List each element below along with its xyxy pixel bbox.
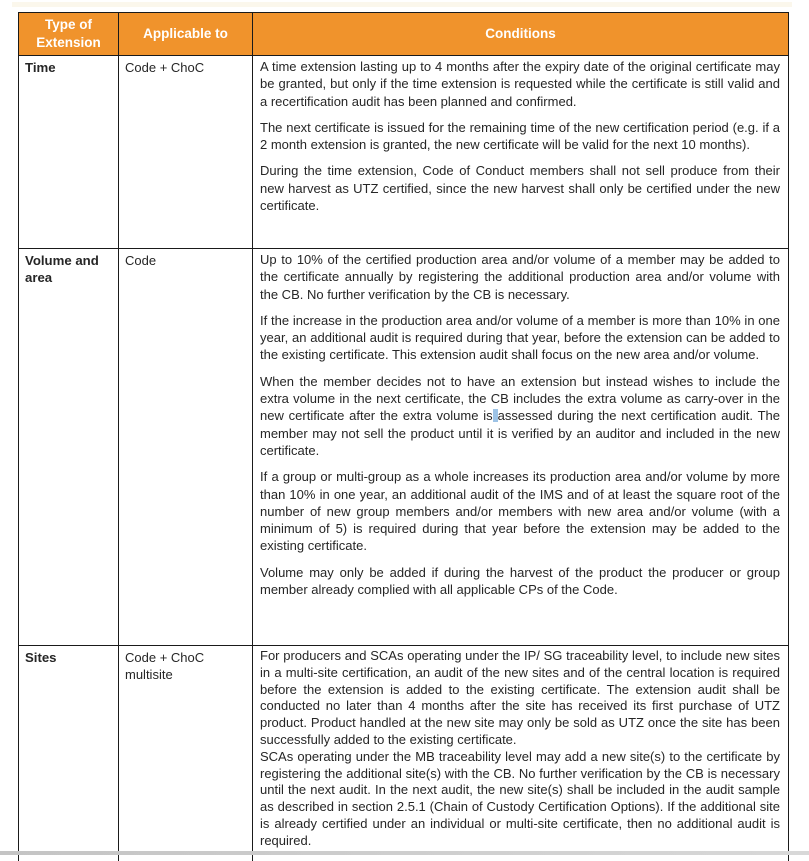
table-row-sites bbox=[19, 646, 789, 861]
cell-conditions[interactable] bbox=[253, 646, 789, 861]
condition-paragraph: During the time extension, Code of Conduct members shall not sell produce from their new harvest as UTZ certified, since the new harvest shall only be certified under the new certificate. bbox=[260, 163, 780, 214]
paragraph-text-after-selection: assessed during the next certification audit. The member may not sell the product until it is verified by an auditor and included in the new certificate. bbox=[260, 408, 780, 458]
condition-paragraph: Volume may only be added if during the harvest of the product the producer or group member already complied with all applicable CPs of the Code. bbox=[260, 564, 780, 598]
condition-paragraph: If a group or multi-group as a whole increases its production area and/or volume by more than 10% in one year, an additional audit of the IMS and of at least the square root of the number of new group members and/or members with new area and/or volume (with a minimum of 5) is required during that year before the extension may be added to the existing certificate. bbox=[260, 469, 780, 554]
condition-paragraph: SCAs operating under the MB traceability level may add a new site(s) to the certificate by registering the additional site(s) with the CB. No further verification by the CB is necessary until the next audit. In the next audit, the new site(s) shall be included in the audit sample as described in section 2.5.1 (Chain of Custody Certification Options). If the additional site is already certified under an individual or multi-site certificate, then no additional audit is required. bbox=[260, 748, 780, 848]
condition-paragraph: Up to 10% of the certified production area and/or volume of a member may be added to the certificate annually by registering the additional production area and/or volume with the CB. No further verification by the CB is necessary. bbox=[260, 252, 780, 302]
condition-paragraph: The next certificate is issued for the remaining time of the new certification period (e.g. if a 2 month extension is granted, the new certificate will be valid for the next 10 months). bbox=[260, 119, 780, 153]
cell-applicable-to[interactable]: Code bbox=[119, 249, 253, 646]
table-header-row bbox=[19, 13, 789, 56]
condition-paragraph: A time extension lasting up to 4 months after the expiry date of the original certificate may be granted, but only if the time extension is requested while the certificate is still valid and a recertification audit has been planned and confirmed. bbox=[260, 59, 780, 109]
paragraph-text-before-selection: When the member decides not to have an extension but instead wishes to include the extra volume in the next certificate, the CB includes the extra volume as carry-over in the new certificate after the extra volume is bbox=[260, 373, 780, 424]
condition-paragraph bbox=[260, 373, 780, 459]
cell-applicable-to[interactable]: Code + ChoC bbox=[119, 56, 253, 249]
header-conditions[interactable]: Conditions bbox=[253, 13, 789, 56]
cell-applicable-to[interactable]: Code + ChoC multisite bbox=[119, 646, 253, 861]
header-applicable-to[interactable]: Applicable to bbox=[119, 13, 253, 56]
page-top-artifact bbox=[12, 2, 792, 7]
cell-conditions[interactable] bbox=[253, 249, 789, 646]
header-type-of-extension[interactable]: Type of Extension bbox=[19, 13, 119, 56]
condition-paragraph: For producers and SCAs operating under the IP/ SG traceability level, to include new sites in a multi-site certification, an audit of the new sites and of the central location is required before the extension is added to the existing certificate. The extension audit shall be conducted no later than 4 months after the site has received its first purchase of UTZ product. Product handled at the new site may only be sold as UTZ once the site has been successfully added to the existing certificate. bbox=[260, 648, 780, 747]
cell-extension-type[interactable]: Sites bbox=[19, 646, 119, 861]
condition-paragraph: If the increase in the production area and/or volume of a member is more than 10% in one year, an additional audit is required during that year, before the extension can be added to the existing certificate. This extension audit shall focus on the new area and/or volume. bbox=[260, 312, 780, 363]
table-row-time bbox=[19, 56, 789, 249]
table-row-volume-and-area bbox=[19, 249, 789, 646]
extension-types-table bbox=[18, 12, 789, 861]
cell-conditions[interactable] bbox=[253, 56, 789, 249]
page-bottom-edge bbox=[0, 851, 809, 855]
cell-extension-type[interactable]: Volume and area bbox=[19, 249, 119, 646]
cell-extension-type[interactable]: Time bbox=[19, 56, 119, 249]
